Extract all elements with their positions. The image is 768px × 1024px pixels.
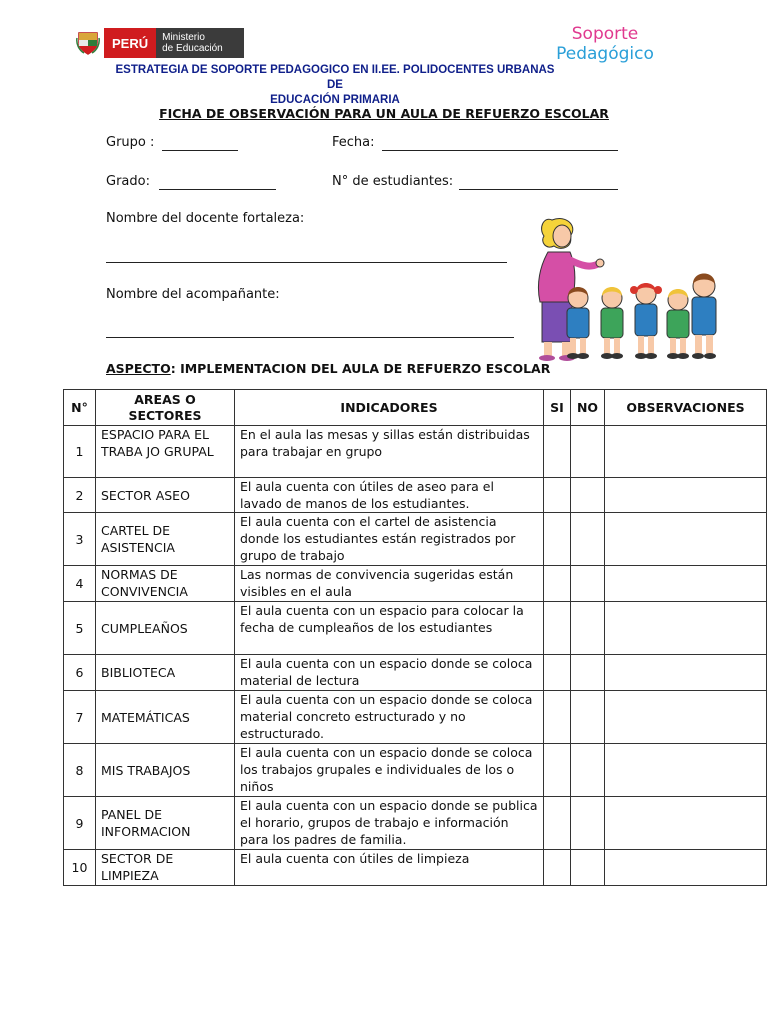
row-no-cell[interactable] bbox=[571, 797, 605, 850]
aspect-value: : IMPLEMENTACION DEL AULA DE REFUERZO ESCOLAR bbox=[170, 361, 551, 376]
estudiantes-label: N° de estudiantes: bbox=[332, 174, 454, 189]
row-area: BIBLIOTECA bbox=[96, 655, 235, 691]
row-indicator: En el aula las mesas y sillas están distribuidas para trabajar en grupo bbox=[235, 426, 544, 478]
fecha-line[interactable] bbox=[382, 150, 618, 151]
row-indicator: El aula cuenta con útiles de aseo para el lavado de manos de los estudiantes. bbox=[235, 478, 544, 513]
row-observaciones-cell[interactable] bbox=[605, 602, 767, 655]
observation-table bbox=[63, 389, 767, 886]
table-row bbox=[64, 426, 767, 478]
fecha-label: Fecha: bbox=[332, 135, 375, 150]
header-indicadores: INDICADORES bbox=[235, 390, 544, 426]
row-observaciones-cell[interactable] bbox=[605, 691, 767, 744]
row-observaciones-cell[interactable] bbox=[605, 797, 767, 850]
header-si: SI bbox=[544, 390, 571, 426]
row-no-cell[interactable] bbox=[571, 426, 605, 478]
row-area: MATEMÁTICAS bbox=[96, 691, 235, 744]
row-indicator: El aula cuenta con un espacio donde se coloca material de lectura bbox=[235, 655, 544, 691]
row-observaciones-cell[interactable] bbox=[605, 478, 767, 513]
grado-label: Grado: bbox=[106, 174, 150, 189]
table-header-row bbox=[64, 390, 767, 426]
table-row bbox=[64, 513, 767, 566]
row-si-cell[interactable] bbox=[544, 513, 571, 566]
strategy-heading bbox=[110, 63, 560, 108]
table-row bbox=[64, 602, 767, 655]
table-row bbox=[64, 744, 767, 797]
strategy-line1: ESTRATEGIA DE SOPORTE PEDAGOGICO EN II.EE. POLIDOCENTES URBANAS DE bbox=[115, 64, 555, 91]
ministry-line1: Ministerio bbox=[162, 32, 205, 43]
header-no: NO bbox=[571, 390, 605, 426]
row-num: 7 bbox=[64, 691, 96, 744]
row-no-cell[interactable] bbox=[571, 691, 605, 744]
row-num: 1 bbox=[64, 426, 96, 478]
row-area: SECTOR ASEO bbox=[96, 478, 235, 513]
row-num: 3 bbox=[64, 513, 96, 566]
row-no-cell[interactable] bbox=[571, 602, 605, 655]
estudiantes-line[interactable] bbox=[459, 189, 618, 190]
row-si-cell[interactable] bbox=[544, 478, 571, 513]
row-si-cell[interactable] bbox=[544, 602, 571, 655]
brand-line2: Pedagógico bbox=[556, 44, 654, 64]
row-area: NORMAS DE CONVIVENCIA bbox=[96, 566, 235, 602]
table-row bbox=[64, 566, 767, 602]
grado-line[interactable] bbox=[159, 189, 276, 190]
row-area: MIS TRABAJOS bbox=[96, 744, 235, 797]
row-indicator: El aula cuenta con útiles de limpieza bbox=[235, 850, 544, 886]
row-no-cell[interactable] bbox=[571, 744, 605, 797]
row-si-cell[interactable] bbox=[544, 426, 571, 478]
docente-line[interactable] bbox=[106, 262, 507, 263]
grupo-label: Grupo : bbox=[106, 135, 155, 150]
row-num: 8 bbox=[64, 744, 96, 797]
row-indicator: El aula cuenta con un espacio donde se publica el horario, grupos de trabajo e información para los padres de familia. bbox=[235, 797, 544, 850]
row-observaciones-cell[interactable] bbox=[605, 566, 767, 602]
row-indicator: El aula cuenta con el cartel de asistencia donde los estudiantes están registrados por grupo de trabajo bbox=[235, 513, 544, 566]
row-no-cell[interactable] bbox=[571, 850, 605, 886]
peru-label: PERÚ bbox=[102, 28, 156, 58]
aspect-heading bbox=[106, 361, 550, 376]
row-si-cell[interactable] bbox=[544, 691, 571, 744]
grupo-line[interactable] bbox=[162, 150, 238, 151]
row-si-cell[interactable] bbox=[544, 566, 571, 602]
table-row bbox=[64, 478, 767, 513]
header-areas-line1: AREAS O bbox=[134, 391, 196, 407]
row-area: CUMPLEAÑOS bbox=[96, 602, 235, 655]
row-observaciones-cell[interactable] bbox=[605, 426, 767, 478]
row-area: ESPACIO PARA EL TRABA JO GRUPAL bbox=[96, 426, 235, 478]
teacher-with-students-illustration bbox=[526, 206, 722, 366]
table-row bbox=[64, 655, 767, 691]
row-observaciones-cell[interactable] bbox=[605, 744, 767, 797]
page-title: FICHA DE OBSERVACIÓN PARA UN AULA DE REFUERZO ESCOLAR bbox=[159, 106, 609, 121]
header-areas-line2: SECTORES bbox=[128, 407, 202, 423]
row-indicator: El aula cuenta con un espacio donde se coloca los trabajos grupales e individuales de los o niños bbox=[235, 744, 544, 797]
row-indicator: El aula cuenta con un espacio para colocar la fecha de cumpleaños de los estudiantes bbox=[235, 602, 544, 655]
header-areas bbox=[96, 390, 235, 426]
row-num: 4 bbox=[64, 566, 96, 602]
row-si-cell[interactable] bbox=[544, 655, 571, 691]
aspect-key: ASPECTO bbox=[106, 361, 171, 376]
ministry-logo bbox=[74, 28, 244, 58]
table-row bbox=[64, 850, 767, 886]
brand-line1: Soporte bbox=[571, 24, 639, 44]
ministry-line2: de Educación bbox=[162, 43, 223, 54]
row-si-cell[interactable] bbox=[544, 744, 571, 797]
header-observaciones: OBSERVACIONES bbox=[605, 390, 767, 426]
acompanante-label: Nombre del acompañante: bbox=[106, 287, 280, 302]
row-no-cell[interactable] bbox=[571, 478, 605, 513]
row-num: 9 bbox=[64, 797, 96, 850]
row-si-cell[interactable] bbox=[544, 797, 571, 850]
row-num: 10 bbox=[64, 850, 96, 886]
table-row bbox=[64, 691, 767, 744]
row-observaciones-cell[interactable] bbox=[605, 655, 767, 691]
row-no-cell[interactable] bbox=[571, 513, 605, 566]
peru-coat-of-arms-icon bbox=[74, 28, 102, 58]
row-observaciones-cell[interactable] bbox=[605, 850, 767, 886]
row-observaciones-cell[interactable] bbox=[605, 513, 767, 566]
strategy-line2: EDUCACIÓN PRIMARIA bbox=[270, 94, 400, 106]
row-si-cell[interactable] bbox=[544, 850, 571, 886]
row-num: 6 bbox=[64, 655, 96, 691]
row-indicator: El aula cuenta con un espacio donde se coloca material concreto estructurado y no estructurado. bbox=[235, 691, 544, 744]
row-indicator: Las normas de convivencia sugeridas están visibles en el aula bbox=[235, 566, 544, 602]
row-area: SECTOR DE LIMPIEZA bbox=[96, 850, 235, 886]
table-row bbox=[64, 797, 767, 850]
docente-label: Nombre del docente fortaleza: bbox=[106, 211, 305, 226]
acompanante-line[interactable] bbox=[106, 337, 514, 338]
row-no-cell[interactable] bbox=[571, 655, 605, 691]
row-no-cell[interactable] bbox=[571, 566, 605, 602]
row-area: CARTEL DE ASISTENCIA bbox=[96, 513, 235, 566]
row-num: 2 bbox=[64, 478, 96, 513]
header-num: N° bbox=[64, 390, 96, 426]
row-area: PANEL DE INFORMACION bbox=[96, 797, 235, 850]
ministry-label bbox=[156, 28, 244, 58]
soporte-pedagogico-logo bbox=[553, 24, 657, 64]
row-num: 5 bbox=[64, 602, 96, 655]
